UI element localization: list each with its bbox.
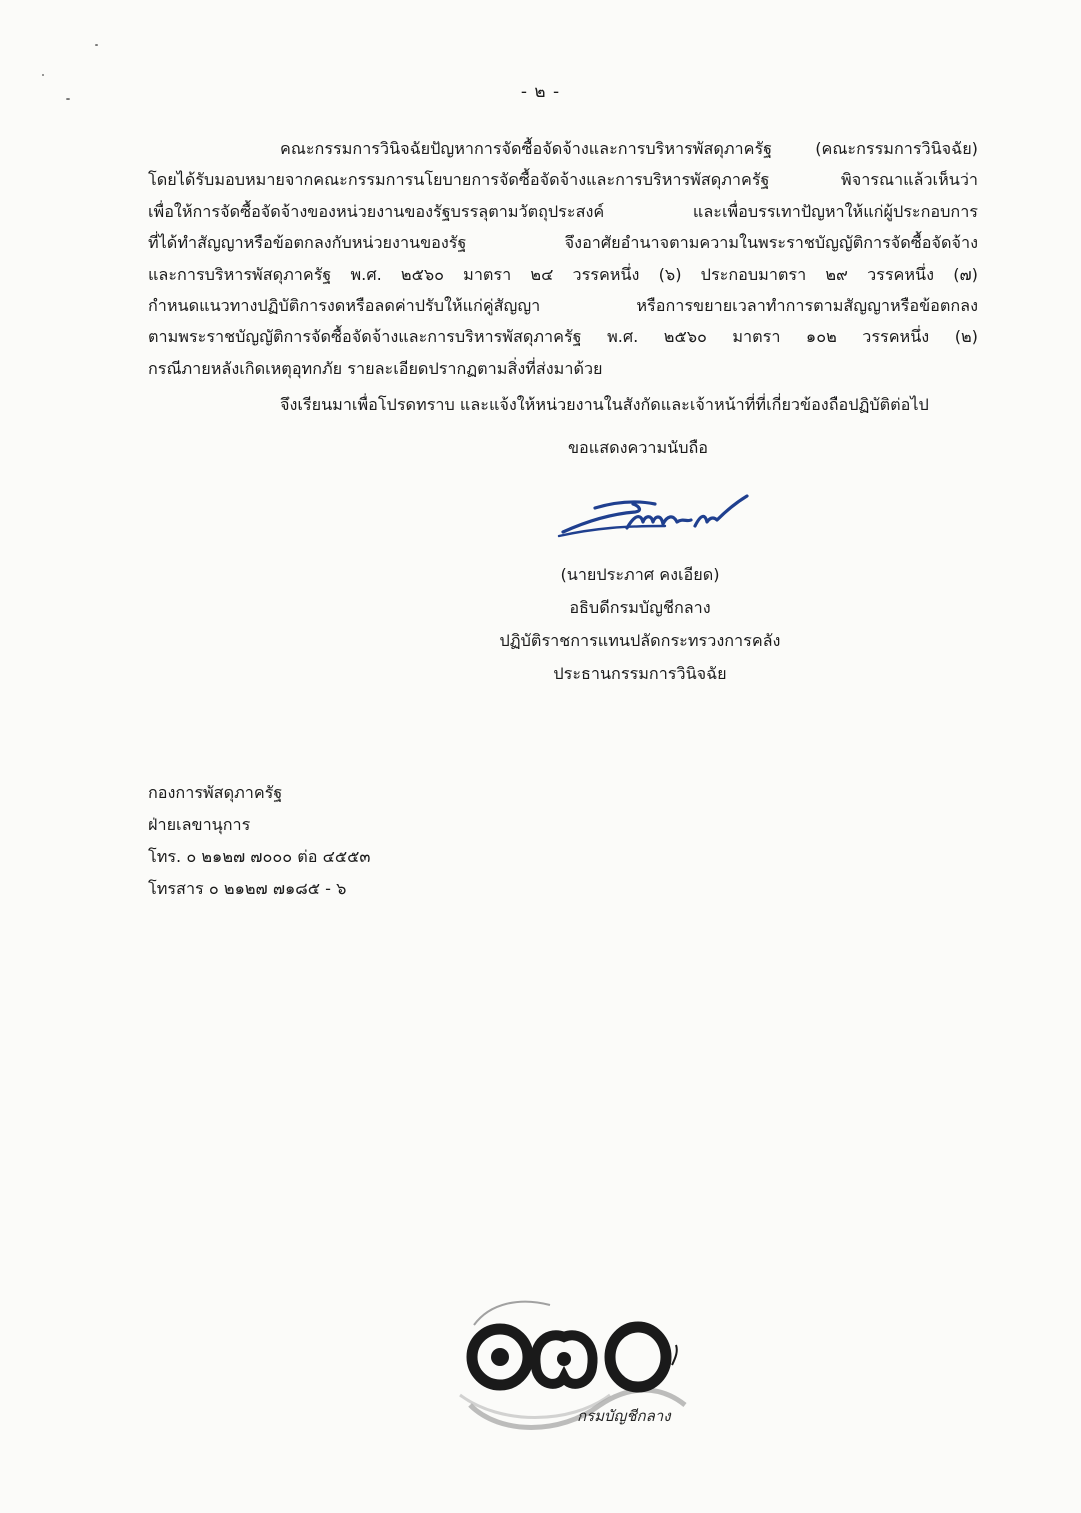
body-line: และการบริหารพัสดุภาครัฐ พ.ศ. ๒๕๖๐ มาตรา ๒๔ วรรคหนึ่ง (๖) ประกอบมาตรา ๒๙ วรรคหนึ่ง (๗) <box>148 264 978 284</box>
page-number: - ๒ - <box>520 82 561 102</box>
contact-phone: โทร. ๐ ๒๑๒๗ ๗๐๐๐ ต่อ ๔๕๕๓ <box>148 847 371 866</box>
signer-committee-title: ประธานกรรมการวินิจฉัย <box>553 664 727 683</box>
contact-fax: โทรสาร ๐ ๒๑๒๗ ๗๑๘๕ - ๖ <box>148 879 347 898</box>
signature-image <box>555 492 755 552</box>
signer-name: (นายประภาศ คงเอียด) <box>560 565 720 584</box>
closing-paragraph: จึงเรียนมาเพื่อโปรดทราบ และแจ้งให้หน่วยงานในสังกัดและเจ้าหน้าที่ที่เกี่ยวข้องถือปฏิบัติต่อไป <box>280 395 929 414</box>
contact-division: กองการพัสดุภาครัฐ <box>148 783 283 802</box>
signer-title: อธิบดีกรมบัญชีกลาง <box>569 598 711 617</box>
body-line: กำหนดแนวทางปฏิบัติการงดหรือลดค่าปรับให้แก่คู่สัญญา หรือการขยายเวลาทำการตามสัญญาหรือข้อตกลง <box>148 296 978 316</box>
contact-block <box>148 777 370 905</box>
body-line: ที่ได้ทำสัญญาหรือข้อตกลงกับหน่วยงานของรัฐ จึงอาศัยอำนาจตามความในพระราชบัญญัติการจัดซื้อจัดจ้าง <box>148 233 978 253</box>
body-line: โดยได้รับมอบหมายจากคณะกรรมการนโยบายการจัดซื้อจัดจ้างและการบริหารพัสดุภาครัฐ พิจารณาแล้วเห็นว่า <box>148 170 978 190</box>
body-line: ตามพระราชบัญญัติการจัดซื้อจัดจ้างและการบริหารพัสดุภาครัฐ พ.ศ. ๒๕๖๐ มาตรา ๑๐๒ วรรคหนึ่ง (๒) <box>148 327 978 347</box>
scan-speck <box>42 74 44 76</box>
body-line: กรณีภายหลังเกิดเหตุอุทกภัย รายละเอียดปรากฏตามสิ่งที่ส่งมาด้วย <box>148 358 603 378</box>
logo-caption: กรมบัญชีกลาง <box>577 1407 671 1425</box>
body-line: คณะกรรมการวินิจฉัยปัญหาการจัดซื้อจัดจ้างและการบริหารพัสดุภาครัฐ (คณะกรรมการวินิจฉัย) <box>280 139 978 158</box>
body-paragraph <box>148 133 978 384</box>
scan-speck <box>95 44 98 46</box>
body-line: เพื่อให้การจัดซื้อจัดจ้างของหน่วยงานของรัฐบรรลุตามวัตถุประสงค์ และเพื่อบรรเทาปัญหาให้แก่ผู้ประกอบการ <box>148 201 978 221</box>
regards-text: ขอแสดงความนับถือ <box>567 438 709 457</box>
signer-acting-title: ปฏิบัติราชการแทนปลัดกระทรวงการคลัง <box>499 631 781 650</box>
contact-section: ฝ่ายเลขานุการ <box>148 815 251 834</box>
